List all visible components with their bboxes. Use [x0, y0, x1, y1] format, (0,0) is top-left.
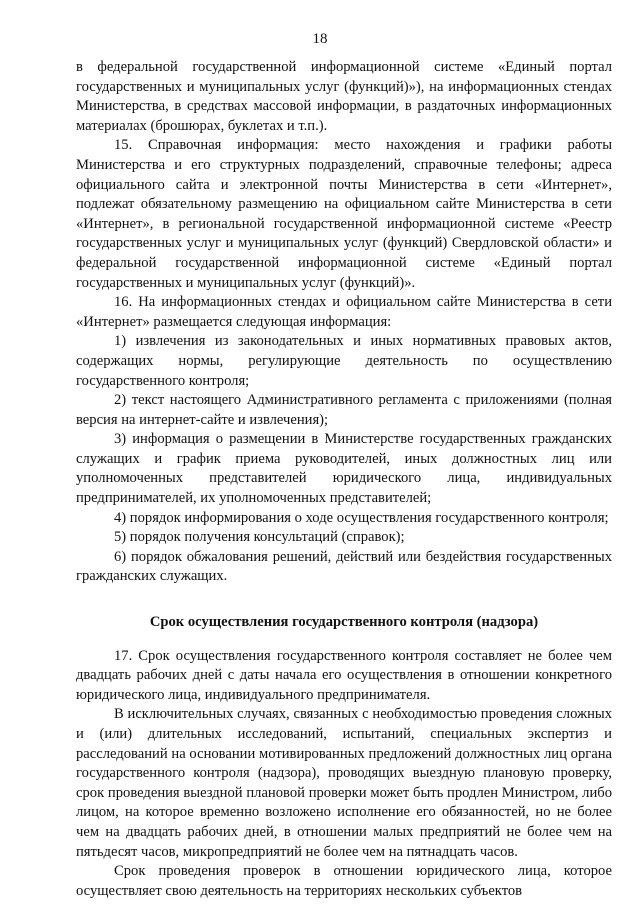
paragraph-exceptional-cases: В исключительных случаях, связанных с необходимостью проведения сложных и (или) длительных исследований, испытаний, специальных экспертиз и расследований на основании мотивированных предложений должностных лиц органа государственного контроля (надзора), проводящих выездную плановую проверку, срок проведения выездной плановой проверки может быть продлен Министром, либо лицом, на которое временно возложено исполнение его обязанностей, но не более чем на двадцать рабочих дней, в отношении малых предприятий не более чем на пятьдесят часов, микропредприятий не более чем на пятнадцать часов.	[76, 706, 612, 860]
paragraph-inspection-term: Срок проведения проверок в отношении юридического лица, которое осуществляет свою деятельность на территориях нескольких субъектов	[76, 863, 612, 899]
list-item-4: 4) порядок информирования о ходе осуществления государственного контроля;	[114, 509, 609, 526]
paragraph-continuation: в федеральной государственной информационной системе «Единый портал государственных и муниципальных услуг (функций)»), на информационных стендах Министерства, в средствах массовой информации, в раздаточных информационных материалах (брошюрах, буклетах и т.п.).	[76, 59, 612, 134]
list-item-1: 1) извлечения из законодательных и иных нормативных правовых актов, содержащих нормы, регулирующие деятельность по осуществлению государственного контроля;	[76, 333, 612, 389]
page-number: 18	[312, 31, 328, 47]
list-item-5: 5) порядок получения консультаций (справок);	[114, 529, 405, 546]
list-item-3: 3) информация о размещении в Министерстве государственных гражданских служащих и график приема руководителей, иных должностных лиц или уполномоченных представителей юридического лица, индивидуальных предпринимателей, их уполномоченных представителей;	[76, 431, 612, 507]
spacer	[76, 633, 612, 647]
paragraph-16: 16. На информационных стендах и официальном сайте Министерства в сети «Интернет» размещается следующая информация:	[76, 294, 612, 330]
list-item-6: 6) порядок обжалования решений, действий или бездействия государственных гражданских служащих.	[76, 548, 612, 585]
document-body	[76, 58, 612, 901]
paragraph-15: 15. Справочная информация: место нахождения и графики работы Министерства и его структурных подразделений, справочные телефоны; адреса официального сайта и электронной почты Министерства в сети «Интернет», подлежат обязательному размещению на официальном сайте Министерства в сети «Интернет», в региональной государственной информационной системе «Реестр государственных услуг и муниципальных услуг (функций) Свердловской области» и федеральной государственной информационной системе «Единый портал государственных и муниципальных услуг (функций)».	[76, 137, 612, 291]
list-item-2: 2) текст настоящего Административного регламента с приложениями (полная версия на интернет-сайте и извлечения);	[76, 392, 612, 428]
paragraph-17: 17. Срок осуществления государственного контроля составляет не более чем двадцать рабочих дней с даты начала его осуществления в отношении конкретного юридического лица, индивидуального предпринимателя.	[76, 647, 612, 703]
section-heading: Срок осуществления государственного контроля (надзора)	[149, 614, 539, 631]
spacer	[76, 587, 612, 601]
